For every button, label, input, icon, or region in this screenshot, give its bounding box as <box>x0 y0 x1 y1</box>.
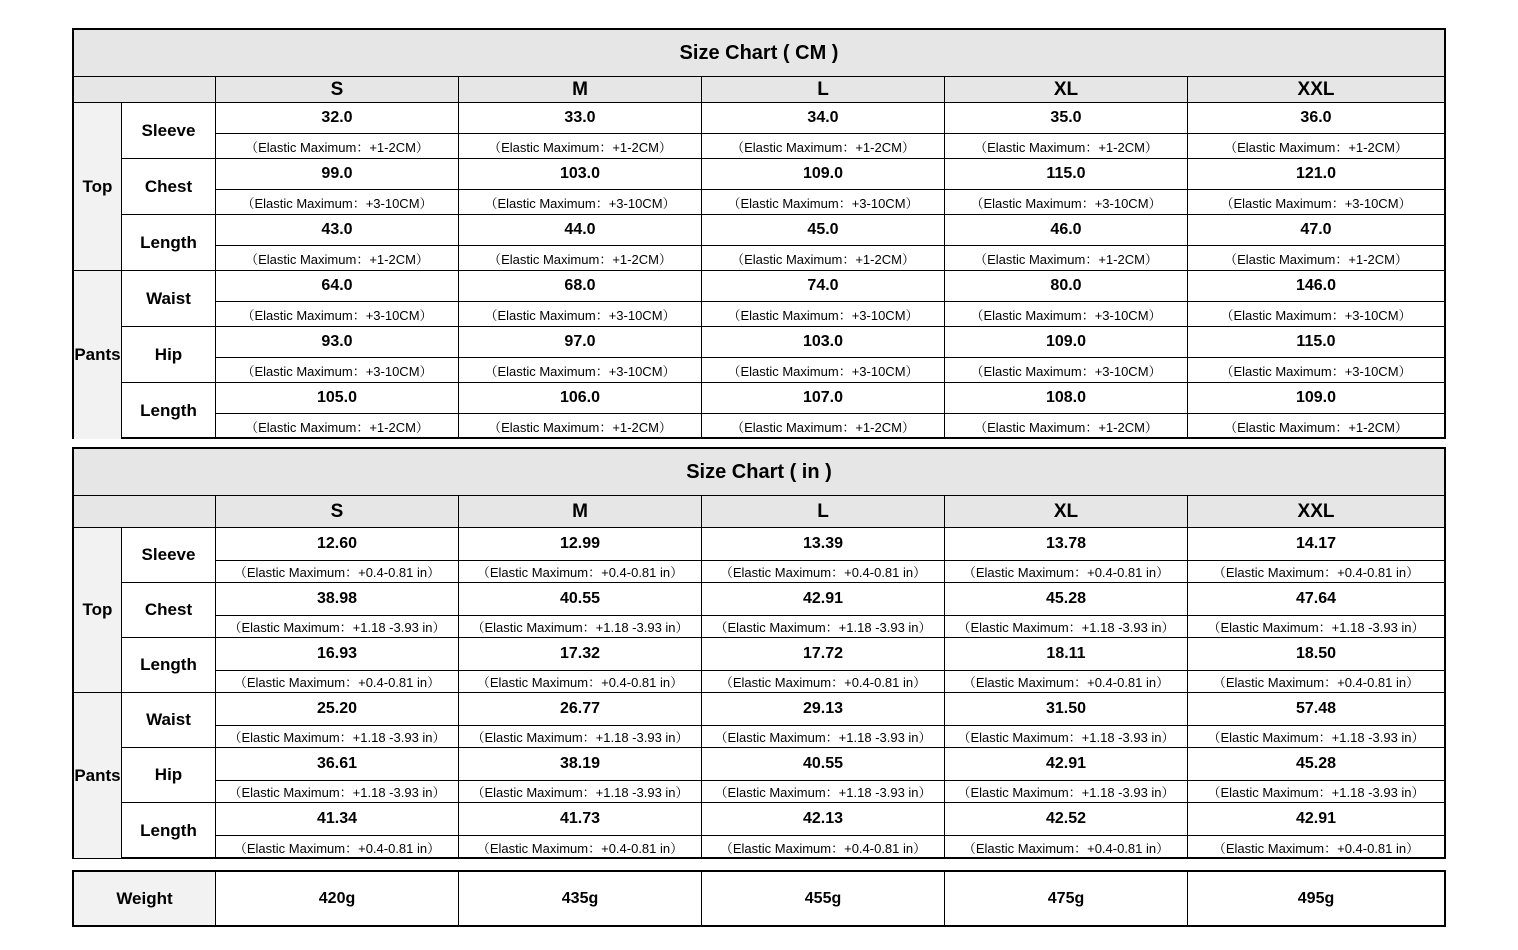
weight-value: 495g <box>1297 889 1335 907</box>
size-header-m: M <box>459 77 702 103</box>
weight-value: 475g <box>945 872 1188 925</box>
value-cell: 97.0 <box>459 327 702 358</box>
elastic-note: （Elastic Maximum：+1-2CM） <box>1224 420 1408 435</box>
value-cell: 16.93 <box>216 638 459 671</box>
elastic-note: （Elastic Maximum：+0.4-0.81 in） <box>1188 561 1444 583</box>
value-cell: 64.0 <box>216 271 459 302</box>
value-cell: 45.0 <box>702 215 945 246</box>
elastic-note: （Elastic Maximum：+1.18 -3.93 in） <box>1188 726 1444 748</box>
elastic-note: （Elastic Maximum：+0.4-0.81 in） <box>945 836 1188 858</box>
value-cell: 115.0 <box>945 159 1188 190</box>
value-cell: 107.0 <box>702 383 945 414</box>
value-cell: 80.0 <box>945 271 1188 302</box>
value-cell: 12.60 <box>216 528 459 561</box>
value-cell: 35.0 <box>945 103 1188 134</box>
value-cell: 68.0 <box>459 271 702 302</box>
group-label-top: Top <box>74 528 122 693</box>
table-title: Size Chart ( in ) <box>74 449 1444 496</box>
size-header-s: S <box>216 496 459 528</box>
size-header-m: M <box>459 496 702 528</box>
elastic-note: （Elastic Maximum：+1-2CM） <box>216 246 459 271</box>
value-cell: 43.0 <box>216 215 459 246</box>
value-cell: 109.0 <box>702 159 945 190</box>
value-cell: 46.0 <box>945 215 1188 246</box>
elastic-note: （Elastic Maximum：+0.4-0.81 in） <box>702 836 945 858</box>
value-cell: 13.39 <box>702 528 945 561</box>
value-cell: 57.48 <box>1188 693 1444 726</box>
elastic-note: （Elastic Maximum：+3-10CM） <box>459 358 702 383</box>
measure-label-chest: Chest <box>122 583 216 638</box>
table-title: Size Chart ( CM ) <box>74 30 1444 77</box>
size-header-xxl: XXL <box>1188 496 1444 528</box>
elastic-note: （Elastic Maximum：+1-2CM） <box>216 414 459 439</box>
group-label-pants: Pants <box>74 693 122 858</box>
value-cell: 33.0 <box>459 103 702 134</box>
measure-label-sleeve: Sleeve <box>122 103 216 159</box>
elastic-note: （Elastic Maximum：+1.18 -3.93 in） <box>216 616 459 638</box>
value-cell: 29.13 <box>702 693 945 726</box>
elastic-note: （Elastic Maximum：+3-10CM） <box>1188 302 1444 327</box>
elastic-note: （Elastic Maximum：+1.18 -3.93 in） <box>459 616 702 638</box>
elastic-note: （Elastic Maximum：+1.18 -3.93 in） <box>1188 616 1444 638</box>
value-cell: 18.50 <box>1188 638 1444 671</box>
value-cell: 41.34 <box>216 803 459 836</box>
weight-value: 420g <box>216 872 459 925</box>
elastic-note: （Elastic Maximum：+1-2CM） <box>702 414 945 439</box>
elastic-note: （Elastic Maximum：+0.4-0.81 in） <box>1188 671 1444 693</box>
elastic-note: （Elastic Maximum：+1-2CM） <box>459 134 702 159</box>
header-corner <box>74 496 216 528</box>
value-cell: 42.91 <box>1188 803 1444 836</box>
value-cell: 38.98 <box>216 583 459 616</box>
elastic-note: （Elastic Maximum：+3-10CM） <box>1188 358 1444 383</box>
group-label-pants: Pants <box>74 271 122 439</box>
group-label-top: Top <box>74 103 122 271</box>
value-cell: 40.55 <box>702 748 945 781</box>
value-cell: 106.0 <box>459 383 702 414</box>
elastic-note: （Elastic Maximum：+0.4-0.81 in） <box>216 836 459 858</box>
measure-label-waist: Waist <box>122 271 216 327</box>
weight-label: Weight <box>74 872 216 925</box>
elastic-note: （Elastic Maximum：+1.18 -3.93 in） <box>216 781 459 803</box>
elastic-note: （Elastic Maximum：+0.4-0.81 in） <box>702 561 945 583</box>
value-cell: 42.52 <box>945 803 1188 836</box>
value-cell: 121.0 <box>1188 159 1444 190</box>
elastic-note: （Elastic Maximum：+0.4-0.81 in） <box>945 561 1188 583</box>
value-cell: 45.28 <box>945 583 1188 616</box>
weight-value: 455g <box>702 872 945 925</box>
size-header-xl: XL <box>945 496 1188 528</box>
value-cell: 99.0 <box>216 159 459 190</box>
elastic-note: （Elastic Maximum：+3-10CM） <box>459 190 702 215</box>
elastic-note: （Elastic Maximum：+1.18 -3.93 in） <box>702 726 945 748</box>
value-cell: 47.64 <box>1188 583 1444 616</box>
value-cell: 34.0 <box>702 103 945 134</box>
value-cell: 74.0 <box>702 271 945 302</box>
value-cell: 42.91 <box>702 583 945 616</box>
weight-table <box>72 870 1446 927</box>
elastic-note: （Elastic Maximum：+1-2CM） <box>945 414 1188 439</box>
elastic-note: （Elastic Maximum：+0.4-0.81 in） <box>1212 840 1420 856</box>
elastic-note: （Elastic Maximum：+0.4-0.81 in） <box>459 561 702 583</box>
elastic-note: （Elastic Maximum：+1-2CM） <box>459 246 702 271</box>
value-cell: 36.0 <box>1188 103 1444 134</box>
elastic-note: （Elastic Maximum：+1-2CM） <box>459 414 702 439</box>
size-header-xxl: XXL <box>1188 77 1444 103</box>
elastic-note: （Elastic Maximum：+3-10CM） <box>945 358 1188 383</box>
value-cell: 14.17 <box>1188 528 1444 561</box>
elastic-note: （Elastic Maximum：+3-10CM） <box>216 358 459 383</box>
measure-label-chest: Chest <box>122 159 216 215</box>
size-header-s: S <box>216 77 459 103</box>
value-cell: 13.78 <box>945 528 1188 561</box>
elastic-note: （Elastic Maximum：+1-2CM） <box>1188 246 1444 271</box>
elastic-note: （Elastic Maximum：+1.18 -3.93 in） <box>1188 781 1444 803</box>
elastic-note: （Elastic Maximum：+0.4-0.81 in） <box>216 561 459 583</box>
elastic-note: （Elastic Maximum：+0.4-0.81 in） <box>459 671 702 693</box>
value-cell: 105.0 <box>216 383 459 414</box>
measure-label-length: Length <box>122 383 216 439</box>
elastic-note: （Elastic Maximum：+1.18 -3.93 in） <box>945 781 1188 803</box>
measure-label-length: Length <box>122 638 216 693</box>
value-cell: 36.61 <box>216 748 459 781</box>
elastic-note: （Elastic Maximum：+0.4-0.81 in） <box>702 671 945 693</box>
value-cell: 38.19 <box>459 748 702 781</box>
elastic-note: （Elastic Maximum：+1.18 -3.93 in） <box>702 781 945 803</box>
elastic-note: （Elastic Maximum：+3-10CM） <box>216 302 459 327</box>
value-cell: 31.50 <box>945 693 1188 726</box>
value-cell: 17.72 <box>702 638 945 671</box>
elastic-note: （Elastic Maximum：+3-10CM） <box>702 190 945 215</box>
elastic-note: （Elastic Maximum：+1-2CM） <box>216 134 459 159</box>
value-cell: 18.11 <box>945 638 1188 671</box>
value-cell: 41.73 <box>459 803 702 836</box>
value-cell: 45.28 <box>1188 748 1444 781</box>
elastic-note: （Elastic Maximum：+3-10CM） <box>216 190 459 215</box>
elastic-note: （Elastic Maximum：+3-10CM） <box>702 302 945 327</box>
measure-label-waist: Waist <box>122 693 216 748</box>
value-cell: 108.0 <box>945 383 1188 414</box>
measure-label-sleeve: Sleeve <box>122 528 216 583</box>
size-chart-in-table <box>72 447 1446 859</box>
elastic-note: （Elastic Maximum：+1.18 -3.93 in） <box>945 726 1188 748</box>
elastic-note: （Elastic Maximum：+1-2CM） <box>1188 134 1444 159</box>
elastic-note: （Elastic Maximum：+0.4-0.81 in） <box>945 671 1188 693</box>
elastic-note: （Elastic Maximum：+3-10CM） <box>945 302 1188 327</box>
value-cell: 103.0 <box>459 159 702 190</box>
value-cell: 26.77 <box>459 693 702 726</box>
size-header-xl: XL <box>945 77 1188 103</box>
value-cell: 109.0 <box>1188 383 1444 414</box>
measure-label-length: Length <box>122 215 216 271</box>
elastic-note: （Elastic Maximum：+0.4-0.81 in） <box>459 836 702 858</box>
value-cell: 146.0 <box>1188 271 1444 302</box>
elastic-note: （Elastic Maximum：+1.18 -3.93 in） <box>459 726 702 748</box>
measure-label-hip: Hip <box>122 748 216 803</box>
value-cell: 12.99 <box>459 528 702 561</box>
elastic-note: （Elastic Maximum：+1.18 -3.93 in） <box>216 726 459 748</box>
size-chart-cm-table <box>72 28 1446 439</box>
value-cell: 42.91 <box>945 748 1188 781</box>
value-cell: 109.0 <box>945 327 1188 358</box>
value-cell: 93.0 <box>216 327 459 358</box>
measure-label-hip: Hip <box>122 327 216 383</box>
elastic-note: （Elastic Maximum：+1.18 -3.93 in） <box>945 616 1188 638</box>
elastic-note: （Elastic Maximum：+3-10CM） <box>945 190 1188 215</box>
elastic-note: （Elastic Maximum：+1-2CM） <box>945 134 1188 159</box>
size-header-l: L <box>702 496 945 528</box>
elastic-note: （Elastic Maximum：+1-2CM） <box>945 246 1188 271</box>
elastic-note: （Elastic Maximum：+1.18 -3.93 in） <box>702 616 945 638</box>
elastic-note: （Elastic Maximum：+3-10CM） <box>459 302 702 327</box>
value-cell: 40.55 <box>459 583 702 616</box>
value-cell: 25.20 <box>216 693 459 726</box>
value-cell: 42.13 <box>702 803 945 836</box>
header-corner <box>74 77 216 103</box>
value-cell: 32.0 <box>216 103 459 134</box>
value-cell: 47.0 <box>1188 215 1444 246</box>
elastic-note: （Elastic Maximum：+3-10CM） <box>1188 190 1444 215</box>
measure-label-length: Length <box>122 803 216 858</box>
value-cell: 103.0 <box>702 327 945 358</box>
value-cell: 17.32 <box>459 638 702 671</box>
value-cell: 44.0 <box>459 215 702 246</box>
value-cell: 115.0 <box>1188 327 1444 358</box>
size-header-l: L <box>702 77 945 103</box>
weight-value: 435g <box>459 872 702 925</box>
elastic-note: （Elastic Maximum：+3-10CM） <box>702 358 945 383</box>
elastic-note: （Elastic Maximum：+1.18 -3.93 in） <box>459 781 702 803</box>
elastic-note: （Elastic Maximum：+0.4-0.81 in） <box>216 671 459 693</box>
elastic-note: （Elastic Maximum：+1-2CM） <box>702 134 945 159</box>
elastic-note: （Elastic Maximum：+1-2CM） <box>702 246 945 271</box>
